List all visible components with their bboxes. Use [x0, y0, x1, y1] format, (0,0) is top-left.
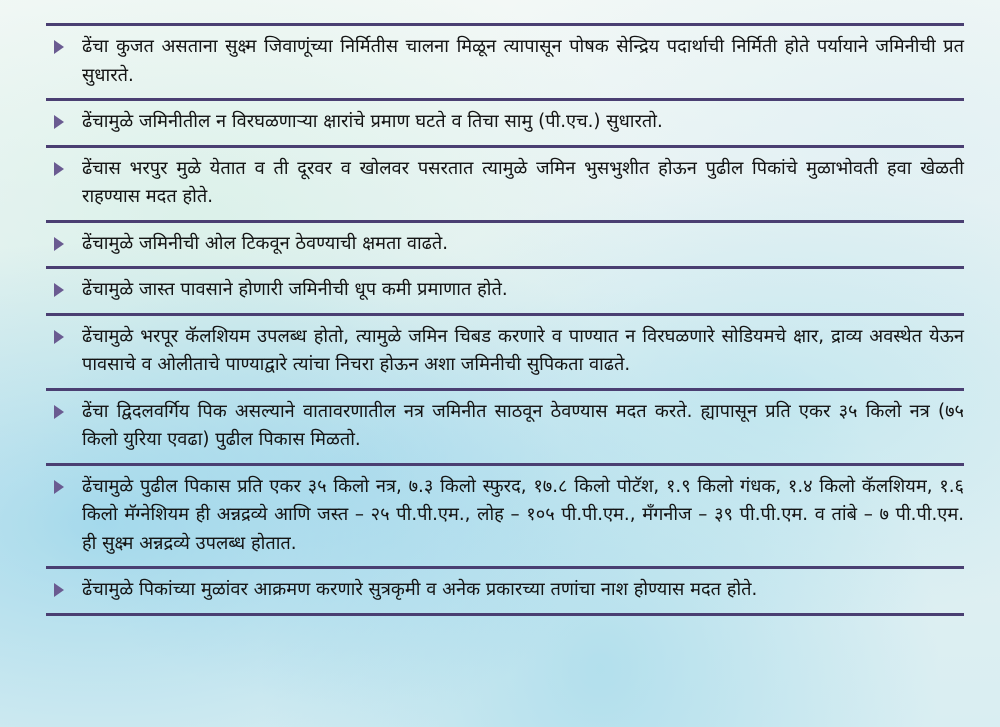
triangle-bullet-icon	[54, 283, 64, 297]
triangle-bullet-icon	[54, 115, 64, 129]
benefits-list	[46, 23, 964, 616]
list-item-text: ढेंचा द्विदलवर्गिय पिक असल्याने वातावरणातील नत्र जमिनीत साठवून ठेवण्यास मदत करते. ह्यापासून प्रति एकर ३५ किलो नत्र (७५ किलो युरिया एवढा) पुढील पिकास मिळतो.	[82, 400, 964, 450]
triangle-bullet-icon	[54, 237, 64, 251]
list-item-text: ढेंचामुळे पुढील पिकास प्रति एकर ३५ किलो नत्र, ७.३ किलो स्फुरद, १७.८ किलो पोटॅश, १.९ किलो गंधक, १.४ किलो कॅलशियम, १.६ किलो मॅग्नेशियम ही अन्नद्रव्ये आणि जस्त – २५ पी.पी.एम., लोह – १०५ पी.पी.एम., मॅंगनीज – ३९ पी.पी.एम. व तांबे – ७ पी.पी.एम. ही सुक्ष्म अन्नद्रव्ये उपलब्ध होतात.	[82, 475, 964, 554]
list-item	[46, 466, 964, 567]
list-item	[46, 26, 964, 98]
list-item	[46, 269, 964, 313]
triangle-bullet-icon	[54, 330, 64, 344]
list-item-text: ढेंचामुळे जमिनीतील न विरघळणाऱ्या क्षारांचे प्रमाण घटते व तिचा सामु (पी.एच.) सुधारतो.	[82, 111, 663, 132]
list-item	[46, 391, 964, 463]
list-item-text: ढेंचामुळे जमिनीची ओल टिकवून ठेवण्याची क्षमता वाढते.	[82, 232, 449, 254]
list-item	[46, 223, 964, 267]
list-item-text: ढेंचामुळे भरपूर कॅलशियम उपलब्ध होतो, त्यामुळे जमिन चिबड करणारे व पाण्यात न विरघळणारे सोडियमचे क्षार, द्राव्य अवस्थेत येऊन पावसाचे व ओलीताचे पाण्याद्वारे त्यांचा निचरा होऊन अशा जमिनीची सुपिकता वाढते.	[82, 325, 964, 375]
triangle-bullet-icon	[54, 405, 64, 419]
divider	[46, 613, 964, 616]
triangle-bullet-icon	[54, 583, 64, 597]
list-item	[46, 316, 964, 388]
list-item	[46, 569, 964, 613]
list-item-text: ढेंचामुळे जास्त पावसाने होणारी जमिनीची धूप कमी प्रमाणात होते.	[82, 279, 508, 300]
list-item-text: ढेंचा कुजत असताना सुक्ष्म जिवाणूंच्या निर्मितीस चालना मिळून त्यापासून पोषक सेन्द्रिय पदार्थाची निर्मिती होते पर्यायाने जमिनीची प्रत सुधारते.	[82, 36, 964, 86]
list-item	[46, 101, 964, 145]
list-item-text: ढेंचामुळे पिकांच्या मुळांवर आक्रमण करणारे सुत्रकृमी व अनेक प्रकारच्या तणांचा नाश होण्यास मदत होते.	[82, 579, 758, 600]
list-item	[46, 148, 964, 220]
triangle-bullet-icon	[54, 480, 64, 494]
triangle-bullet-icon	[54, 40, 64, 54]
list-item-text: ढेंचास भरपुर मुळे येतात व ती दूरवर व खोलवर पसरतात त्यामुळे जमिन भुसभुशीत होऊन पुढील पिकांचे मुळाभोवती हवा खेळती राहण्यास मदत होते.	[82, 157, 964, 207]
triangle-bullet-icon	[54, 162, 64, 176]
